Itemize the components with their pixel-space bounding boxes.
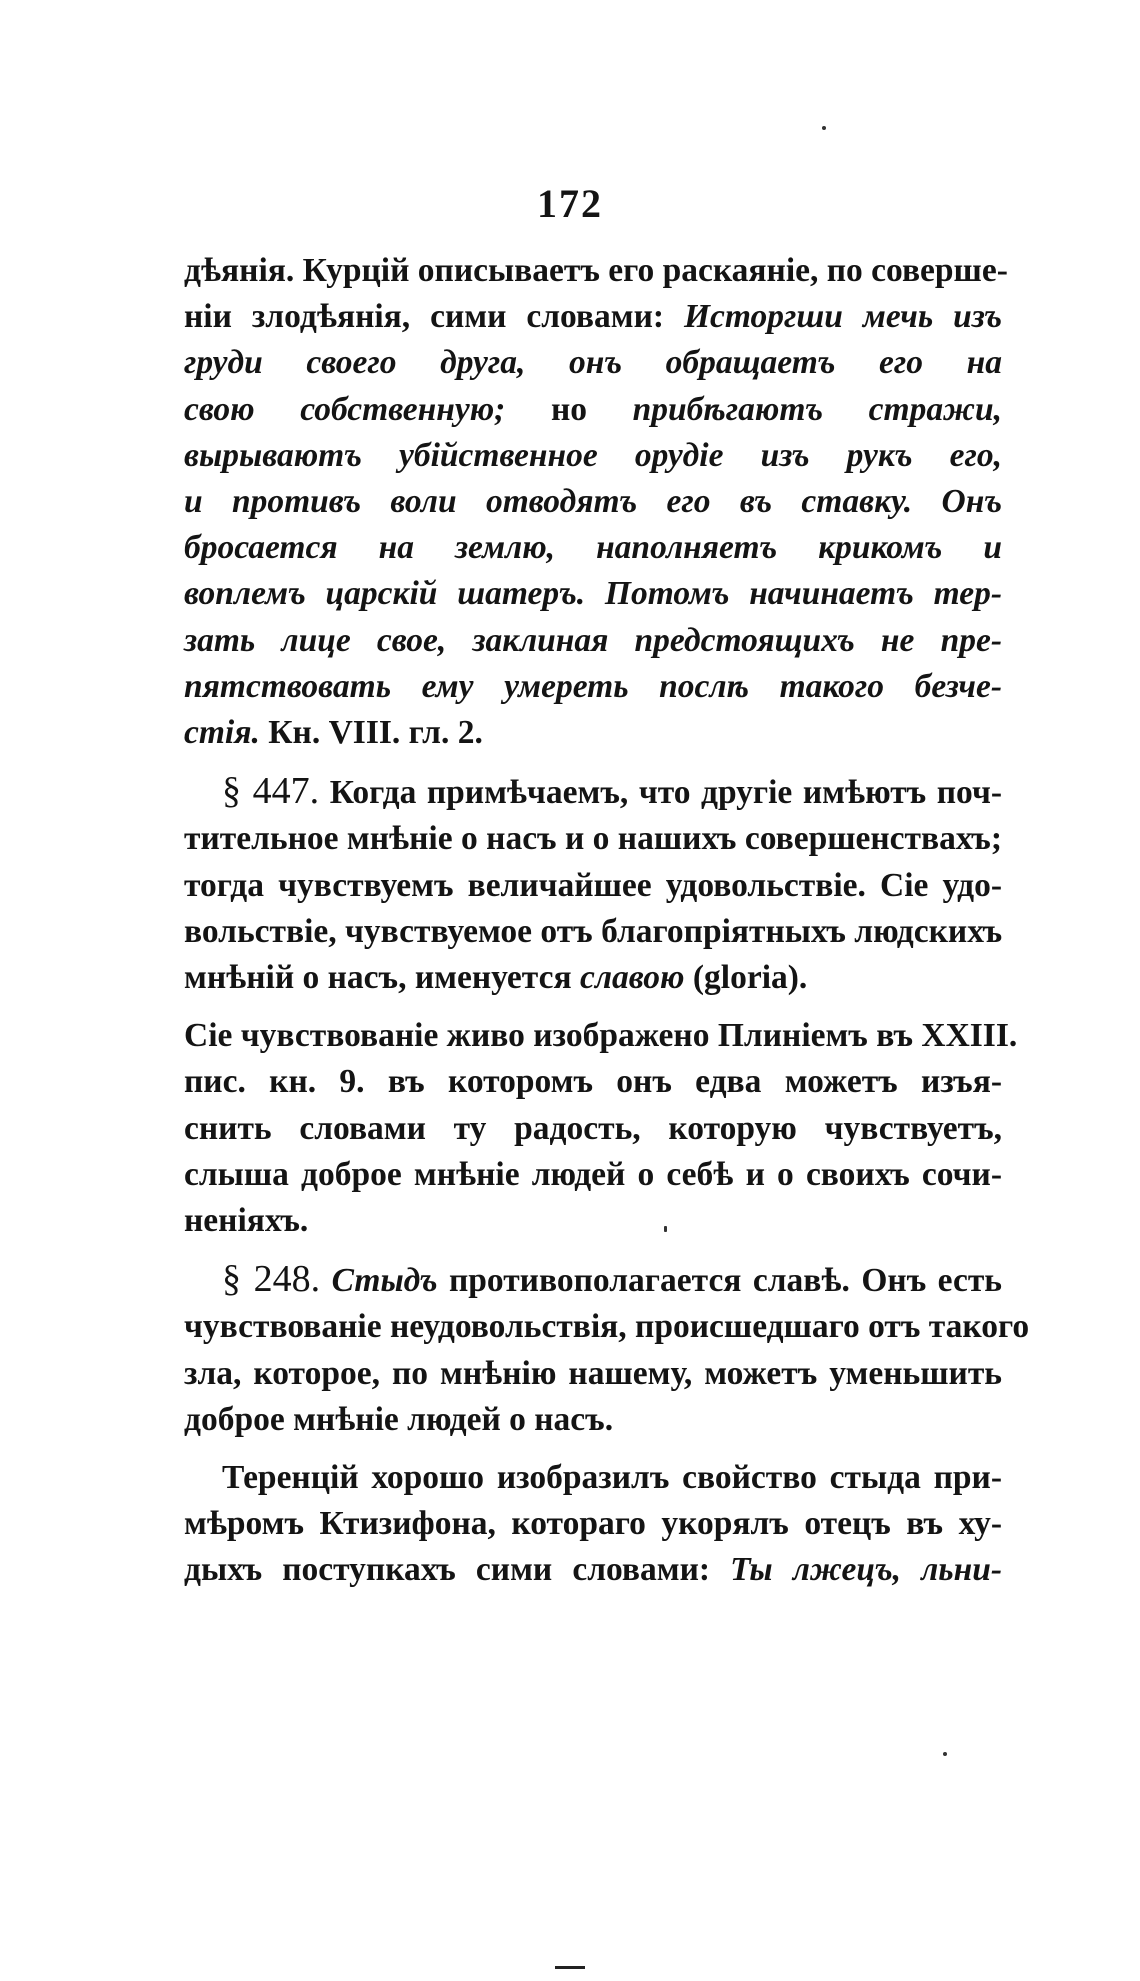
text-line: зла, которое, по мнѣнію нашему, можетъ уменьшить [184,1354,1002,1392]
quotation-line: и противъ воли отводятъ его въ ставку. Онъ [184,483,1002,521]
term-italic: славою [579,959,685,997]
text-line: вольствіе, чувствуемое отъ благопріятныхъ людскихъ [184,912,1003,950]
section-number: § 447. [222,770,320,813]
page-bottom-mark [555,1966,585,1969]
term-italic: Стыдъ [331,1262,438,1300]
text-line: ніи злодѣянія, сими словами: Исторгши мечь изъ [184,298,1002,336]
quotation-line: бросается на землю, наполняетъ крикомъ и [184,529,1002,567]
text-line: дѣянія. Курцій описываетъ его раскаяніе, по соверше- [184,252,1008,289]
remark-start: Теренцій хорошо изобразилъ свойство стыда при- [222,1459,1002,1497]
ink-speck [943,1752,947,1756]
page-number: 172 [537,181,603,226]
quotation-line: зать лице свое, заклиная предстоящихъ не пре- [184,621,1002,659]
text-line: пис. кн. 9. въ которомъ онъ едва можетъ изъя- [184,1063,1002,1101]
quotation-line: груди своего друга, онъ обращаетъ его на [184,344,1002,382]
section-248-start: § 248. Стыдъ противополагается славѣ. Онъ есть [222,1258,1003,1301]
section-number: § 248. [222,1258,321,1301]
text-line: мѣромъ Ктизифона, котораго укорялъ отецъ въ ху- [184,1505,1002,1543]
text-line: тогда чувствуемъ величайшее удовольствіе. Сіе удо- [184,866,1002,904]
citation-line: стія. Кн. VIII. гл. 2. [184,714,483,752]
quotation-line: пятствовать ему умереть послѣ такого безче- [184,667,1002,705]
quotation-italic: Исторгши мечь изъ [683,298,1002,336]
quotation-line: вырываютъ убійственное орудіе изъ рукъ его, [184,436,1002,474]
quotation-italic: Ты лжецъ, льни- [730,1551,1002,1589]
text-line: дыхъ поступкахъ сими словами: Ты лжецъ, льни- [184,1551,1002,1589]
text-line: доброе мнѣніе людей о насъ. [184,1400,614,1438]
text-line: мнѣній о насъ, именуется славою (gloria). [184,959,808,997]
text-line: чувствованіе неудовольствія, происшедшаго отъ такого [184,1308,1030,1346]
section-447-start: § 447. Когда примѣчаемъ, что другіе имѣютъ поч- [222,770,1002,813]
quotation-line: воплемъ царскій шатеръ. Потомъ начинаетъ тер- [184,575,1002,613]
text-line: тительное мнѣніе о насъ и о нашихъ совершенствахъ; [184,820,1002,858]
ink-speck [822,126,826,130]
text-line: неніяхъ. [184,1202,309,1240]
text-line: слыша доброе мнѣніе людей о себѣ и о своихъ сочи- [184,1155,1002,1193]
text-line: снить словами ту радость, которую чувствуетъ, [184,1109,1002,1147]
remark-start: Сіе чувствованіе живо изображено Плиніемъ въ XXIII. [184,1017,1018,1055]
body-text [184,248,1030,1594]
quotation-line: свою собственную; но прибѣгаютъ стражи, [184,390,1002,428]
citation-reference: Кн. VIII. гл. 2. [268,714,483,752]
